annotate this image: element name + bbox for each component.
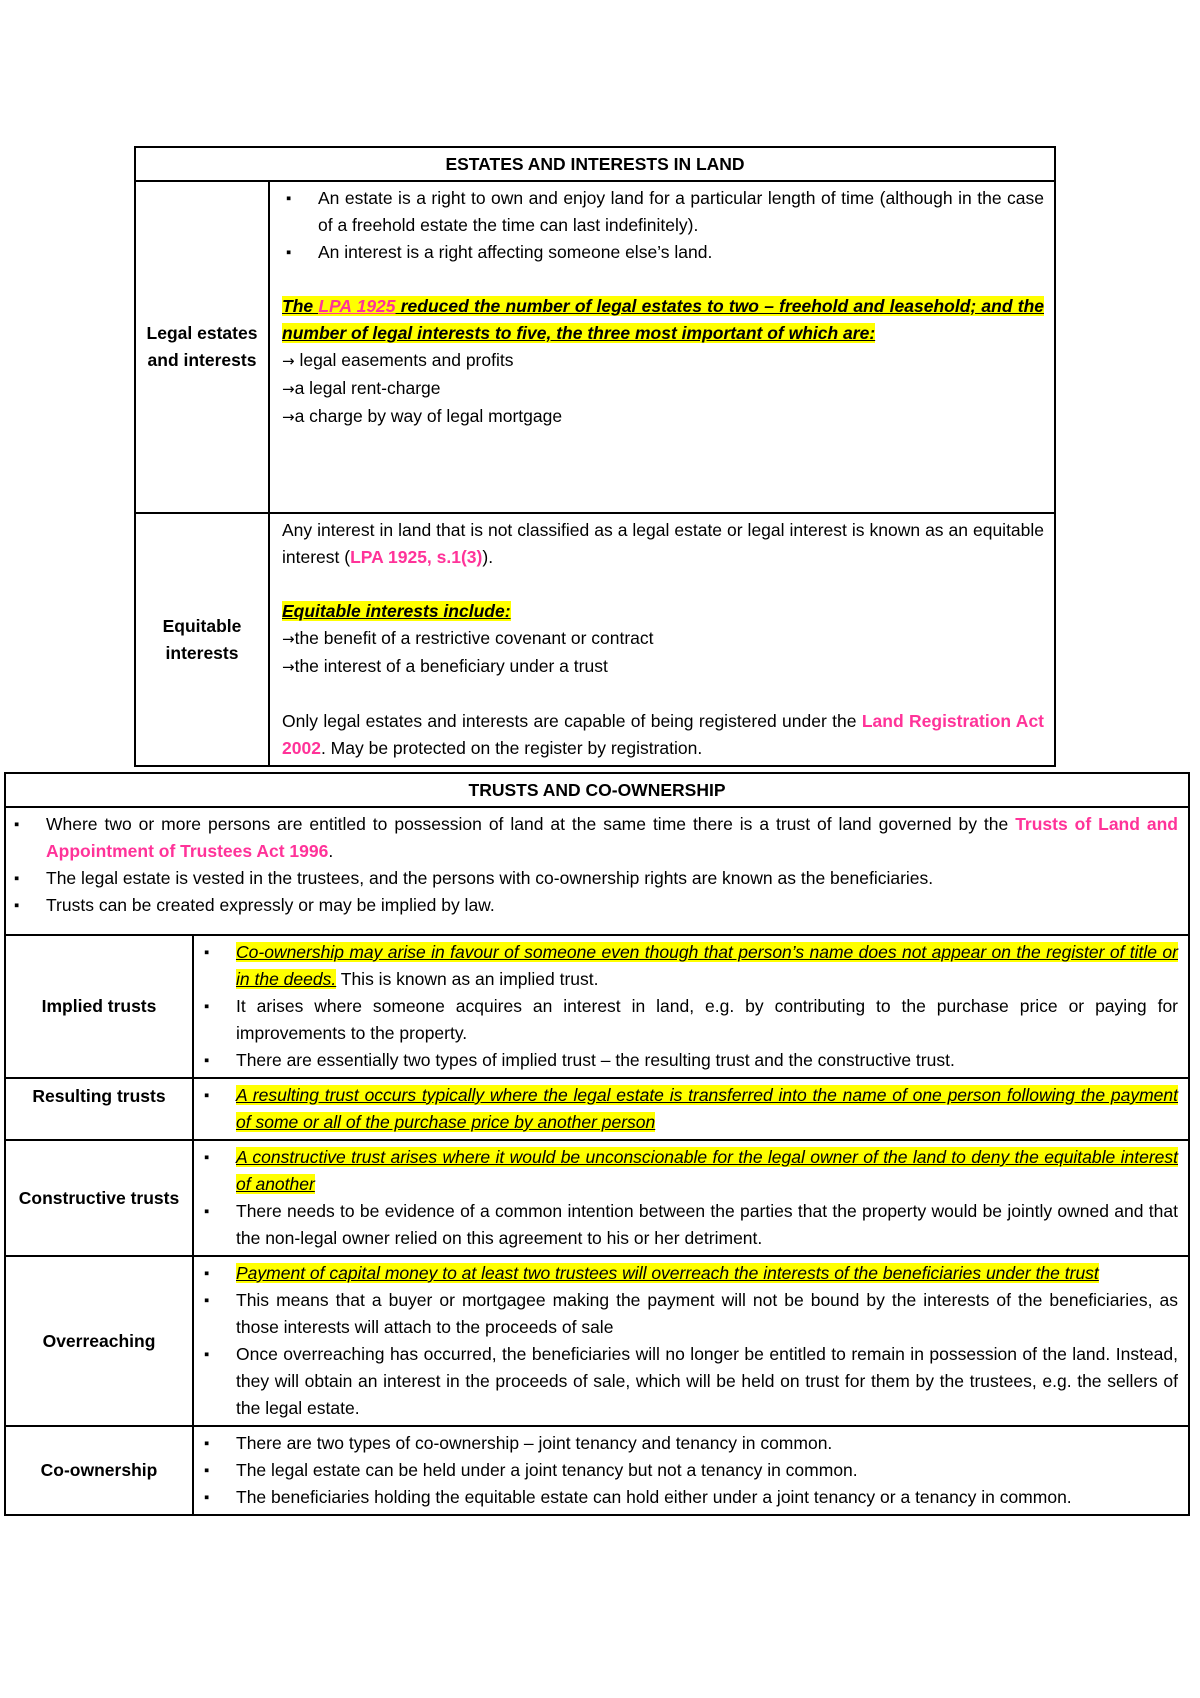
statute-reference: Land Registration Act 2002 xyxy=(282,711,1045,758)
resulting-content xyxy=(193,1078,1189,1140)
row-label-resulting: Resulting trusts xyxy=(5,1078,193,1140)
lpa-highlight-paragraph: The LPA 1925 reduced the number of legal estates to two – freehold and leasehold; and the number of legal interests to five, the three most important of which are: xyxy=(282,296,1044,343)
list-item: ▪ The legal estate is vested in the trustees, and the persons with co-ownership rights are known as the beneficiaries. xyxy=(10,865,1178,892)
registration-paragraph: Only legal estates and interests are capable of being registered under the Land Registration Act 2002. May be protected on the register by registration. xyxy=(282,711,1045,758)
statute-reference: LPA 1925 xyxy=(318,296,396,316)
legal-content xyxy=(269,181,1055,513)
estates-interests-table xyxy=(134,146,1056,767)
table-title: ESTATES AND INTERESTS IN LAND xyxy=(135,147,1055,181)
list-item: →a charge by way of legal mortgage xyxy=(282,406,563,426)
list-item: ▪ An estate is a right to own and enjoy land for a particular length of time (although in the case of a freehold estate the time can last indefinitely). xyxy=(282,185,1044,239)
overreaching-content xyxy=(193,1256,1189,1426)
right-arrow-icon: → xyxy=(282,380,295,398)
equitable-intro: Any interest in land that is not classified as a legal estate or legal interest is known as an equitable interest (LPA 1925, s.1(3)). xyxy=(282,520,1045,567)
right-arrow-icon: → xyxy=(282,658,295,676)
implied-content xyxy=(193,935,1189,1078)
statute-reference: LPA 1925, s.1(3) xyxy=(350,547,483,567)
list-item: →a legal rent-charge xyxy=(282,378,441,398)
equitable-content xyxy=(269,513,1055,766)
list-item: ▪ It arises where someone acquires an interest in land, e.g. by contributing to the purchase price or paying for improvements to the property. xyxy=(200,993,1178,1047)
list-item: ▪ Trusts can be created expressly or may be implied by law. xyxy=(10,892,1178,919)
list-item: ▪ A constructive trust arises where it would be unconscionable for the legal owner of the land to deny the equitable interest of another xyxy=(200,1144,1178,1198)
list-item: ▪ There are two types of co-ownership – joint tenancy and tenancy in common. xyxy=(200,1430,1178,1457)
row-label-implied: Implied trusts xyxy=(5,935,193,1078)
list-item: ▪ This means that a buyer or mortgagee making the payment will not be bound by the interests of the beneficiaries, as those interests will attach to the proceeds of sale xyxy=(200,1287,1178,1341)
list-item: → legal easements and profits xyxy=(282,350,514,370)
right-arrow-icon: → xyxy=(282,408,295,426)
list-item: →the interest of a beneficiary under a trust xyxy=(282,656,608,676)
list-item: ▪ The beneficiaries holding the equitable estate can hold either under a joint tenancy or a tenancy in common. xyxy=(200,1484,1178,1511)
list-item: ▪ There needs to be evidence of a common intention between the parties that the property would be jointly owned and that the non-legal owner relied on this agreement to his or her detriment. xyxy=(200,1198,1178,1252)
list-item: ▪ Once overreaching has occurred, the beneficiaries will no longer be entitled to remain in possession of the land. Instead, they will obtain an interest in the proceeds of sale, which will be held on trust for them by the trustees, e.g. the sellers of the legal estate. xyxy=(200,1341,1178,1422)
trusts-coownership-table xyxy=(4,772,1190,1516)
right-arrow-icon: → xyxy=(282,352,295,370)
list-item: ▪ Co-ownership may arise in favour of someone even though that person’s name does not appear on the register of title or in the deeds. This is known as an implied trust. xyxy=(200,939,1178,993)
constructive-content xyxy=(193,1140,1189,1256)
row-label-coownership: Co-ownership xyxy=(5,1426,193,1515)
list-item: →the benefit of a restrictive covenant or contract xyxy=(282,628,654,648)
list-item: ▪ Payment of capital money to at least two trustees will overreach the interests of the beneficiaries under the trust xyxy=(200,1260,1178,1287)
row-label-legal: Legal estates and interests xyxy=(135,181,269,513)
coownership-content xyxy=(193,1426,1189,1515)
list-item: ▪ Where two or more persons are entitled to possession of land at the same time there is a trust of land governed by the Trusts of Land and Appointment of Trustees Act 1996. xyxy=(10,811,1178,865)
trusts-intro xyxy=(5,807,1189,935)
right-arrow-icon: → xyxy=(282,630,295,648)
row-label-equitable: Equitable interests xyxy=(135,513,269,766)
row-label-overreaching: Overreaching xyxy=(5,1256,193,1426)
list-item: ▪ The legal estate can be held under a joint tenancy but not a tenancy in common. xyxy=(200,1457,1178,1484)
list-item: ▪ There are essentially two types of implied trust – the resulting trust and the constructive trust. xyxy=(200,1047,1178,1074)
list-item: ▪ A resulting trust occurs typically where the legal estate is transferred into the name of one person following the payment of some or all of the purchase price by another person xyxy=(200,1082,1178,1136)
row-label-constructive: Constructive trusts xyxy=(5,1140,193,1256)
statute-reference: Trusts of Land and Appointment of Trustees Act 1996 xyxy=(46,814,1178,861)
table-title: TRUSTS AND CO-OWNERSHIP xyxy=(5,773,1189,807)
list-item: ▪ An interest is a right affecting someone else’s land. xyxy=(282,239,1044,266)
equitable-heading: Equitable interests include: xyxy=(282,601,511,621)
